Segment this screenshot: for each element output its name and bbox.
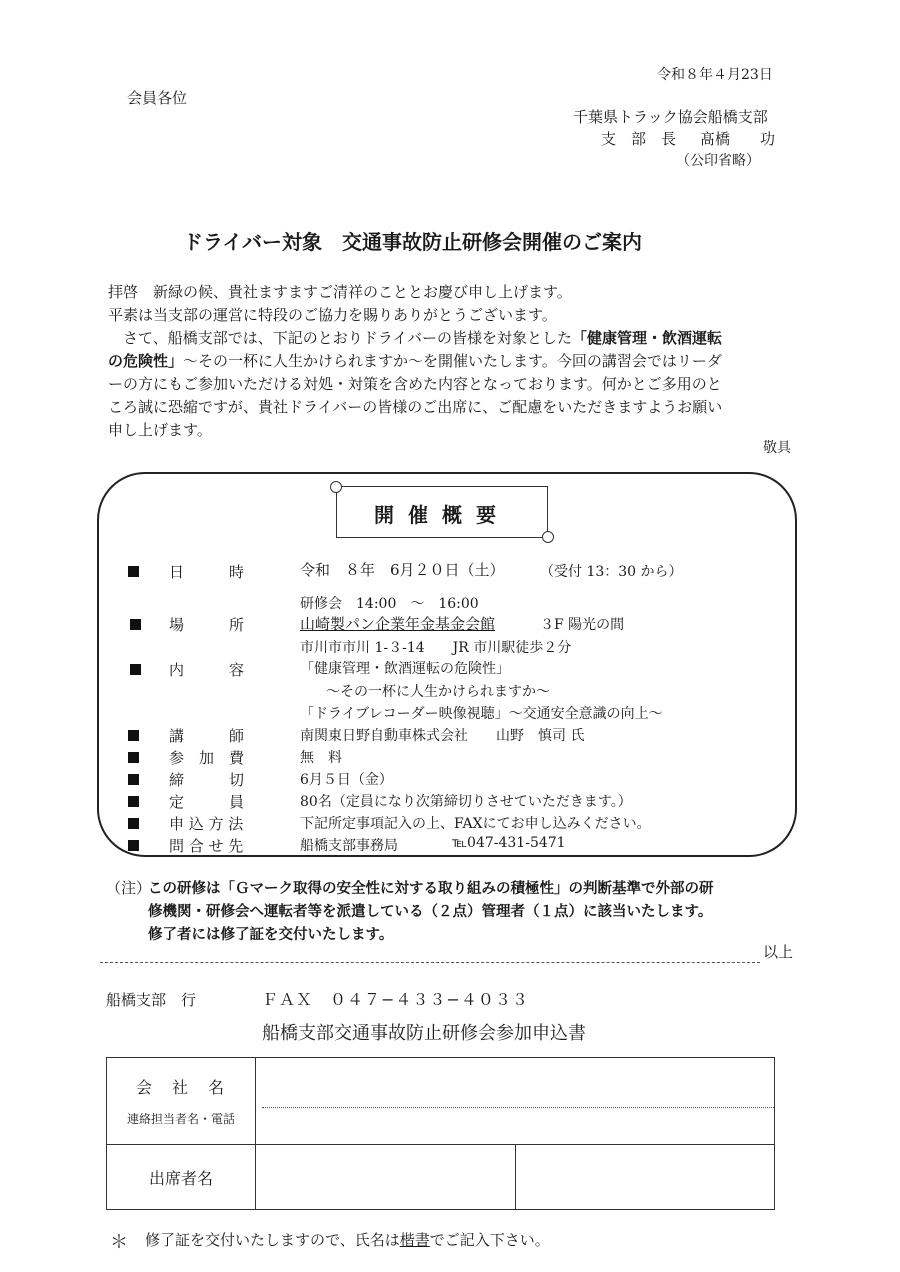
contact-label: 問 合 せ 先 xyxy=(169,837,244,855)
fee-value: 無 料 xyxy=(300,750,342,766)
form-recipient: 船橋支部 行 xyxy=(106,991,197,1009)
content-item-2: 〜その一杯に人生かけられますか〜 xyxy=(326,684,550,700)
lecturer-value: 南関東日野自動車株式会社 山野 慎司 氏 xyxy=(300,728,585,744)
bullet-icon xyxy=(128,774,139,785)
issue-date: 令和８年４月23日 xyxy=(657,67,773,83)
fee-label: 参 加 費 xyxy=(169,749,245,767)
company-label-cell xyxy=(107,1058,256,1145)
company-input-cell[interactable] xyxy=(256,1058,775,1145)
summary-heading: 開催概要 xyxy=(374,503,510,527)
contact-phone: ℡047-431-5471 xyxy=(452,835,566,851)
place-label: 場 所 xyxy=(169,616,245,634)
capacity-value: 80名（定員になり次第締切りさせていただきます。） xyxy=(300,794,632,810)
bullet-icon xyxy=(128,566,139,577)
bullet-icon xyxy=(128,796,139,807)
date-value: 令和 ８年 6月２０日（土） xyxy=(300,561,505,579)
attendee-input-2[interactable] xyxy=(515,1145,775,1210)
sender-position: 支 部 長 xyxy=(601,130,677,148)
form-title: 船橋支部交通事故防止研修会参加申込書 xyxy=(262,1023,586,1044)
ijo: 以上 xyxy=(763,943,794,961)
content-label: 内 容 xyxy=(169,661,245,679)
session-time: 研修会 14:00 〜 16:00 xyxy=(300,596,479,612)
body-line-3: さて、船橋支部では、下記のとおりドライバーの皆様を対象とした「健康管理・飲酒運転 xyxy=(108,329,722,347)
application-form-table xyxy=(106,1057,775,1210)
seal-note: （公印省略） xyxy=(676,153,760,169)
footnote-asterisk: ＊ xyxy=(110,1232,128,1253)
content-item-1: 「健康管理・飲酒運転の危険性」 xyxy=(300,661,510,677)
bullet-icon xyxy=(130,619,141,630)
contact-person-label: 連絡担当者名・電話 xyxy=(126,1112,235,1126)
attendee-input-1[interactable] xyxy=(256,1145,516,1210)
content-item-3: 「ドライブレコーダー映像視聴」〜交通安全意識の向上〜 xyxy=(300,706,663,722)
bullet-icon xyxy=(128,730,139,741)
body-line-7: 申し上げます。 xyxy=(108,421,212,439)
note-line-1: この研修は「Ｇマーク取得の安全性に対する取り組みの積極性」の判断基準で外部の研 xyxy=(148,881,714,897)
place-room: ３F 陽光の間 xyxy=(540,617,625,633)
contact-value: 船橋支部事務局 xyxy=(300,838,398,854)
deadline-value: 6月５日（金） xyxy=(300,772,393,788)
place-name: 山崎製パン企業年金基金会館 xyxy=(300,615,496,633)
place-address: 市川市市川 1-３-14 JR 市川駅徒歩２分 xyxy=(300,640,572,656)
sender-organization: 千葉県トラック協会船橋支部 xyxy=(573,108,768,126)
note-line-2: 修機関・研修会へ運転者等を派遣している（２点）管理者（１点）に該当いたします。 xyxy=(148,904,713,920)
fax-number: ＦＡＸ ０４７−４３３−４０３３ xyxy=(262,990,529,1009)
reception-time: （受付 13：30 から） xyxy=(540,564,683,580)
deadline-label: 締 切 xyxy=(169,771,245,789)
summary-heading-scroll xyxy=(336,486,548,538)
body-line-4: の危険性」〜その一杯に人生かけられますか〜を開催いたします。今回の講習会ではリーダ xyxy=(108,352,722,370)
bullet-icon xyxy=(130,664,141,675)
company-contact-divider xyxy=(262,1107,774,1108)
date-label: 日 時 xyxy=(169,563,245,581)
addressee: 会員各位 xyxy=(127,89,188,107)
lecturer-label: 講 師 xyxy=(169,727,245,745)
sender-name: 髙橋 功 xyxy=(700,130,776,148)
note-line-3: 修了者には修了証を交付いたします。 xyxy=(148,927,394,943)
closing-keigu: 敬具 xyxy=(763,440,791,456)
body-line-6: ころ誠に恐縮ですが、貴社ドライバーの皆様のご出席に、ご配慮をいただきますようお願い xyxy=(108,398,723,416)
apply-method-label: 申 込 方 法 xyxy=(169,815,244,833)
body-line-1: 拝啓 新緑の候、貴社ますますご清祥のこととお慶び申し上げます。 xyxy=(108,283,572,301)
body-line-5: ーの方にもご参加いただける対処・対策を含めた内容となっております。何かとご多用のと xyxy=(108,375,722,393)
body-line-2: 平素は当支部の運営に特段のご協力を賜りありがとうございます。 xyxy=(108,306,557,324)
bullet-icon xyxy=(128,818,139,829)
capacity-label: 定 員 xyxy=(169,793,245,811)
apply-method-value: 下記所定事項記入の上、FAXにてお申し込みください。 xyxy=(300,816,651,832)
cut-line-divider xyxy=(100,962,760,963)
note-prefix: （注） xyxy=(106,879,152,897)
company-label: 会 社 名 xyxy=(135,1078,226,1097)
bullet-icon xyxy=(128,752,139,763)
footnote: 修了証を交付いたしますので、氏名は楷書でご記入下さい。 xyxy=(145,1231,550,1249)
bullet-icon xyxy=(128,840,139,851)
attendee-label: 出席者名 xyxy=(107,1145,256,1210)
document-title: ドライバー対象 交通事故防止研修会開催のご案内 xyxy=(183,230,642,254)
